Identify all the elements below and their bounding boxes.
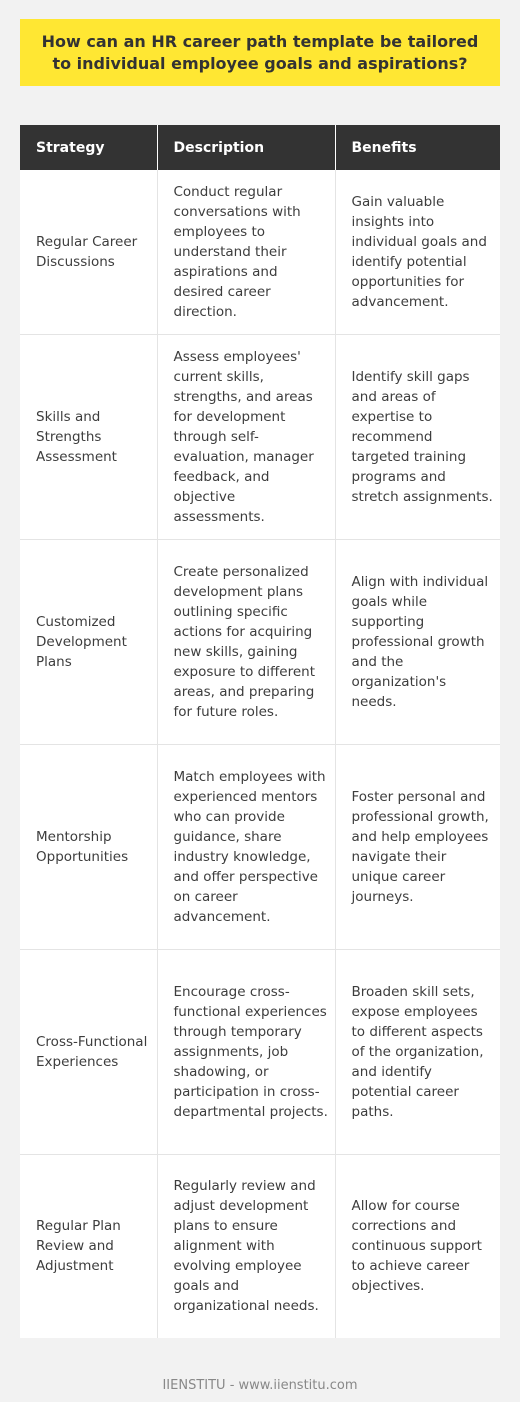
page-title: How can an HR career path template be tailored to individual employee goals and aspirations?	[41, 31, 479, 73]
benefits-cell: Gain valuable insights into individual goals and identify potential opportunities for advancement.	[335, 170, 500, 334]
strategy-cell: Skills and Strengths Assessment	[20, 334, 157, 539]
strategy-cell: Regular Career Discussions	[20, 170, 157, 334]
table-header-row	[20, 125, 500, 170]
footer-credit: IIENSTITU - www.iienstitu.com	[162, 1378, 358, 1393]
column-header-benefits: Benefits	[335, 125, 500, 170]
description-cell: Regularly review and adjust development plans to ensure alignment with evolving employee goals and organizational needs.	[157, 1154, 335, 1338]
description-cell: Create personalized development plans outlining specific actions for acquiring new skills, gaining exposure to different areas, and preparing for future roles.	[157, 539, 335, 744]
column-header-strategy: Strategy	[20, 125, 157, 170]
description-cell: Assess employees' current skills, strengths, and areas for development through self-evaluation, manager feedback, and objective assessments.	[157, 334, 335, 539]
table-row	[20, 1154, 500, 1338]
strategy-cell: Customized Development Plans	[20, 539, 157, 744]
table-row	[20, 949, 500, 1154]
title-banner	[20, 19, 500, 86]
benefits-cell: Foster personal and professional growth, and help employees navigate their unique career journeys.	[335, 744, 500, 949]
strategy-cell: Mentorship Opportunities	[20, 744, 157, 949]
benefits-cell: Allow for course corrections and continuous support to achieve career objectives.	[351, 1198, 482, 1295]
benefits-cell: Identify skill gaps and areas of expertise to recommend targeted training programs and stretch assignments.	[335, 334, 500, 539]
strategy-cell: Cross-Functional Experiences	[20, 949, 157, 1154]
description-cell: Encourage cross-functional experiences through temporary assignments, job shadowing, or participation in cross-departmental projects.	[157, 949, 335, 1154]
description-cell: Conduct regular conversations with employees to understand their aspirations and desired career direction.	[157, 170, 335, 334]
strategy-cell: Regular Plan Review and Adjustment	[20, 1154, 157, 1338]
table-row	[20, 539, 500, 744]
strategy-table	[20, 125, 500, 1338]
benefits-cell: Broaden skill sets, expose employees to different aspects of the organization, and identify potential career paths.	[335, 949, 500, 1154]
table-row	[20, 170, 500, 334]
table-row	[20, 334, 500, 539]
benefits-cell: Align with individual goals while supporting professional growth and the organization's needs.	[335, 539, 500, 744]
column-header-description: Description	[157, 125, 335, 170]
table-row	[20, 744, 500, 949]
description-cell: Match employees with experienced mentors who can provide guidance, share industry knowledge, and offer perspective on career advancement.	[157, 744, 335, 949]
